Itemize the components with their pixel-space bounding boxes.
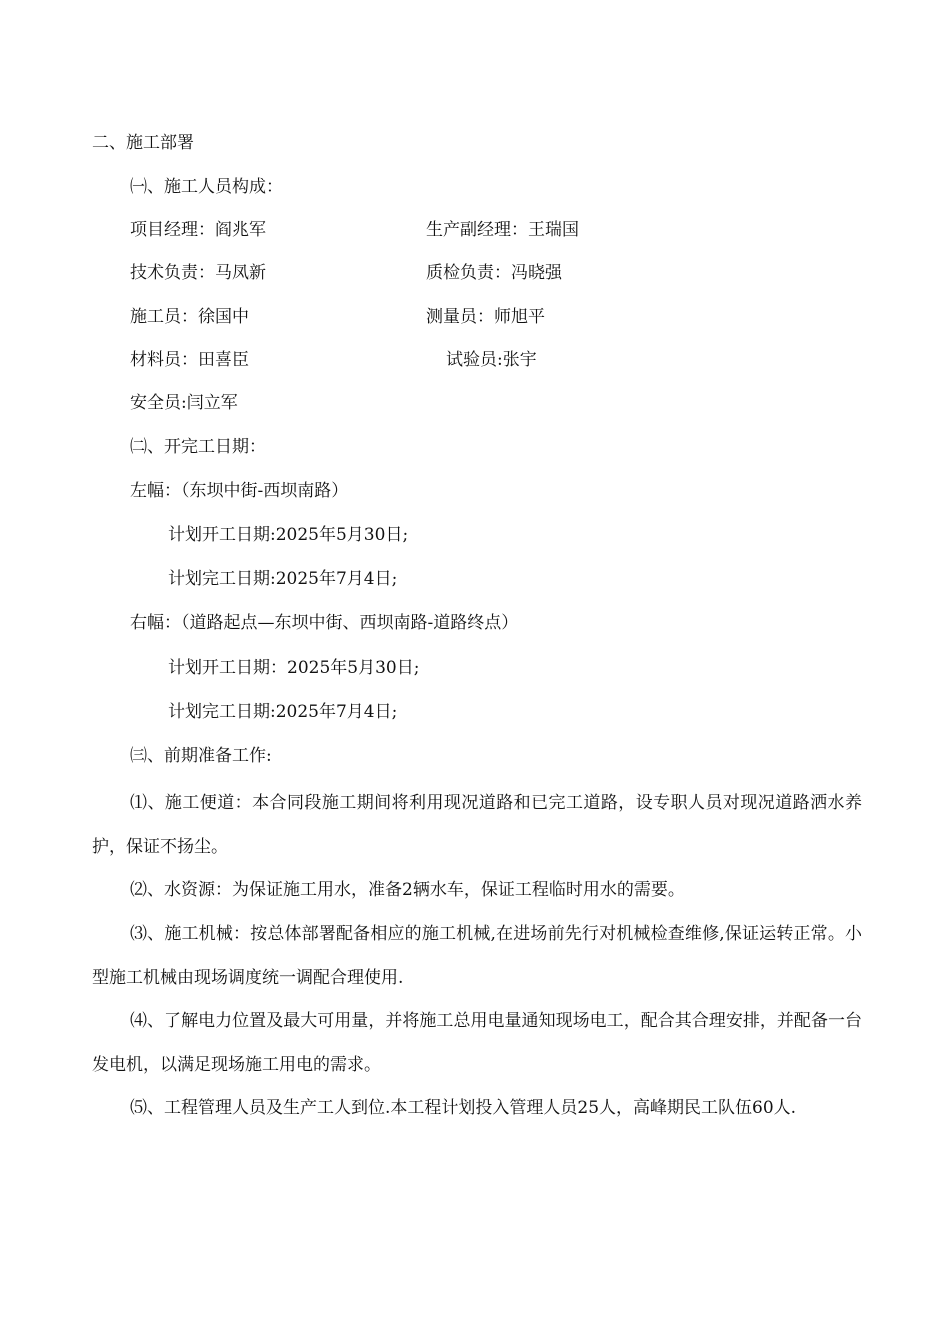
staff-construction-officer: 施工员：徐国中 xyxy=(130,307,249,327)
staff-safety-officer: 安全员:闫立军 xyxy=(130,393,238,413)
staff-deputy-manager: 生产副经理：王瑞国 xyxy=(426,220,579,240)
staff-surveyor: 测量员：师旭平 xyxy=(426,307,545,327)
schedule-left-width-end: 计划完工日期:2025年7月4日; xyxy=(168,569,398,589)
staff-materials-officer: 材料员：田喜臣 xyxy=(130,350,249,370)
staff-heading: ㈠、施工人员构成： xyxy=(130,177,283,197)
schedule-left-width-label: 左幅：（东坝中街-西坝南路） xyxy=(130,481,349,501)
schedule-right-width-label: 右幅：（道路起点—东坝中街、西坝南路-道路终点） xyxy=(130,613,519,633)
prep-heading: ㈢、前期准备工作: xyxy=(130,746,272,766)
prep-item-1: ⑴、施工便道：本合同段施工期间将利用现况道路和已完工道路，设专职人员对现况道路洒水养护，保证不扬尘。 xyxy=(92,793,862,857)
staff-project-manager: 项目经理：阎兆军 xyxy=(130,220,266,240)
prep-item-5: ⑸、工程管理人员及生产工人到位.本工程计划投入管理人员25人，高峰期民工队伍60人. xyxy=(130,1098,797,1118)
staff-technical-lead: 技术负责：马凤新 xyxy=(130,263,266,283)
staff-quality-lead: 质检负责：冯晓强 xyxy=(426,263,562,283)
schedule-right-width-end: 计划完工日期:2025年7月4日; xyxy=(168,702,398,722)
prep-item-4: ⑷、了解电力位置及最大可用量，并将施工总用电量通知现场电工，配合其合理安排，并配备一台发电机，以满足现场施工用电的需求。 xyxy=(92,1011,862,1075)
staff-test-officer: 试验员:张宇 xyxy=(446,350,537,370)
section-title: 二、施工部署 xyxy=(92,133,194,153)
prep-item-2: ⑵、水资源：为保证施工用水，准备2辆水车，保证工程临时用水的需要。 xyxy=(130,880,685,900)
schedule-right-width-start: 计划开工日期：2025年5月30日; xyxy=(168,658,420,678)
prep-item-3: ⑶、施工机械：按总体部署配备相应的施工机械,在进场前先行对机械检查维修,保证运转正常。小型施工机械由现场调度统一调配合理使用. xyxy=(92,924,862,988)
schedule-heading: ㈡、开完工日期： xyxy=(130,437,266,457)
schedule-left-width-start: 计划开工日期:2025年5月30日; xyxy=(168,525,409,545)
